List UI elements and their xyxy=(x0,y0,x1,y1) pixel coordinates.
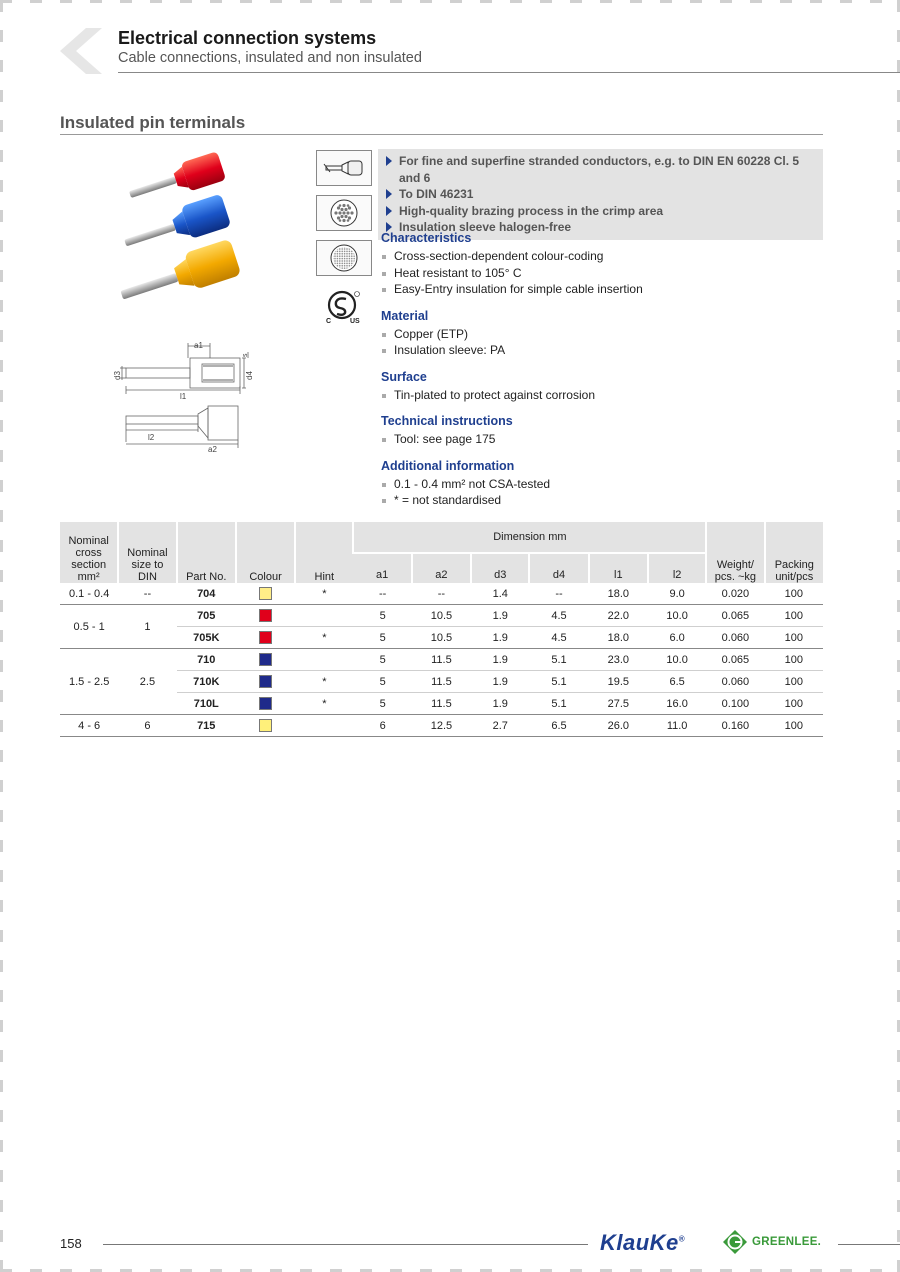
footer-divider xyxy=(103,1244,588,1245)
colour-swatch xyxy=(259,719,272,732)
greenlee-logo xyxy=(722,1229,821,1255)
drawing-label-l1: l1 xyxy=(180,392,187,401)
pin-terminal-icon xyxy=(316,150,372,186)
part-number-cell: 710L xyxy=(177,693,236,715)
weight-cell: 0.020 xyxy=(706,583,764,605)
packing-cell: 100 xyxy=(765,649,823,671)
colour-swatch xyxy=(259,675,272,688)
header-hint: Hint xyxy=(295,522,353,583)
l1-cell: 18.0 xyxy=(589,627,648,649)
triangle-right-icon xyxy=(386,206,392,216)
svg-text:C: C xyxy=(326,318,332,325)
greenlee-mark: . xyxy=(817,1236,822,1248)
l2-cell: 9.0 xyxy=(648,583,706,605)
d3-cell: 1.9 xyxy=(471,605,529,627)
weight-cell: 0.100 xyxy=(706,693,764,715)
colour-cell xyxy=(236,583,295,605)
hint-cell: * xyxy=(295,583,353,605)
d4-cell: 4.5 xyxy=(529,605,588,627)
hint-cell: * xyxy=(295,627,353,649)
d4-cell: -- xyxy=(529,583,588,605)
colour-cell xyxy=(236,605,295,627)
feature-item xyxy=(386,186,823,203)
packing-cell: 100 xyxy=(765,671,823,693)
table-row xyxy=(60,583,823,605)
weight-cell: 0.160 xyxy=(706,715,764,737)
technical-heading: Technical instructions xyxy=(381,414,513,428)
feature-item xyxy=(386,153,823,186)
specification-table xyxy=(60,522,823,737)
part-number-cell: 710 xyxy=(177,649,236,671)
cross-section-cell: 1.5 - 2.5 xyxy=(60,649,118,715)
header-weight: Weight/ pcs. ~kg xyxy=(706,522,764,583)
hint-cell: * xyxy=(295,693,353,715)
list-item: Heat resistant to 105° C xyxy=(381,265,821,282)
part-number-cell: 705K xyxy=(177,627,236,649)
l1-cell: 18.0 xyxy=(589,583,648,605)
d4-cell: 5.1 xyxy=(529,649,588,671)
list-item: Easy-Entry insulation for simple cable insertion xyxy=(381,281,821,298)
header-l2: l2 xyxy=(648,553,706,583)
d4-cell: 4.5 xyxy=(529,627,588,649)
header-dimension: Dimension mm xyxy=(353,522,706,553)
colour-cell xyxy=(236,627,295,649)
a2-cell: 10.5 xyxy=(412,605,471,627)
l2-cell: 11.0 xyxy=(648,715,706,737)
nominal-size-cell: -- xyxy=(118,583,176,605)
d3-cell: 1.9 xyxy=(471,671,529,693)
klauke-logo xyxy=(600,1230,685,1256)
feature-text: High-quality brazing process in the crimp area xyxy=(399,203,664,218)
list-item: Copper (ETP) xyxy=(381,326,821,343)
header-nominal-size: Nominal size to DIN xyxy=(118,522,176,583)
packing-cell: 100 xyxy=(765,715,823,737)
l2-cell: 10.0 xyxy=(648,649,706,671)
header-l1: l1 xyxy=(589,553,648,583)
nominal-size-cell: 2.5 xyxy=(118,649,176,715)
feature-item xyxy=(386,203,823,220)
greenlee-diamond-icon xyxy=(722,1229,748,1255)
d4-cell: 5.1 xyxy=(529,671,588,693)
colour-cell xyxy=(236,671,295,693)
nominal-size-cell: 1 xyxy=(118,605,176,649)
hint-cell xyxy=(295,605,353,627)
header-part-no: Part No. xyxy=(177,522,236,583)
characteristics-heading: Characteristics xyxy=(381,231,472,245)
list-item: * = not standardised xyxy=(381,492,821,509)
svg-text:US: US xyxy=(350,318,360,325)
material-list xyxy=(381,326,821,359)
colour-swatch xyxy=(259,631,272,644)
l2-cell: 16.0 xyxy=(648,693,706,715)
l1-cell: 23.0 xyxy=(589,649,648,671)
feature-text: To DIN 46231 xyxy=(399,187,474,201)
a1-cell: 5 xyxy=(353,627,411,649)
colour-swatch xyxy=(259,587,272,600)
header-divider xyxy=(118,72,900,73)
technical-list xyxy=(381,431,821,448)
a2-cell: 11.5 xyxy=(412,671,471,693)
product-photo xyxy=(120,150,260,300)
a2-cell: -- xyxy=(412,583,471,605)
part-number-cell: 705 xyxy=(177,605,236,627)
drawing-label-l2: l2 xyxy=(148,433,155,442)
footer-divider-right xyxy=(838,1244,900,1245)
cross-section-cell: 0.1 - 0.4 xyxy=(60,583,118,605)
header-cross-section: Nominal cross section mm² xyxy=(60,522,118,583)
a2-cell: 11.5 xyxy=(412,693,471,715)
a1-cell: 5 xyxy=(353,605,411,627)
d3-cell: 1.9 xyxy=(471,649,529,671)
cross-section-cell: 0.5 - 1 xyxy=(60,605,118,649)
l1-cell: 19.5 xyxy=(589,671,648,693)
chevron-left-icon xyxy=(58,28,102,74)
a1-cell: 5 xyxy=(353,693,411,715)
triangle-right-icon xyxy=(386,156,392,166)
part-number-cell: 704 xyxy=(177,583,236,605)
packing-cell: 100 xyxy=(765,693,823,715)
l1-cell: 26.0 xyxy=(589,715,648,737)
a1-cell: 6 xyxy=(353,715,411,737)
product-info xyxy=(381,230,821,519)
header-a2: a2 xyxy=(412,553,471,583)
csa-certification-icon xyxy=(324,289,364,325)
a1-cell: -- xyxy=(353,583,411,605)
part-number-cell: 715 xyxy=(177,715,236,737)
d4-cell: 5.1 xyxy=(529,693,588,715)
packing-cell: 100 xyxy=(765,605,823,627)
colour-swatch xyxy=(259,697,272,710)
drawing-label-d4: d4 xyxy=(245,371,254,380)
list-item: Tin-plated to protect against corrosion xyxy=(381,387,821,404)
a2-cell: 11.5 xyxy=(412,649,471,671)
hint-cell xyxy=(295,715,353,737)
feature-text: Insulation sleeve halogen-free xyxy=(399,220,572,234)
additional-list xyxy=(381,476,821,509)
d3-cell: 1.4 xyxy=(471,583,529,605)
l1-cell: 22.0 xyxy=(589,605,648,627)
nominal-size-cell: 6 xyxy=(118,715,176,737)
page-subtitle: Cable connections, insulated and non insulated xyxy=(118,50,422,66)
l2-cell: 6.5 xyxy=(648,671,706,693)
list-item: 0.1 - 0.4 mm² not CSA-tested xyxy=(381,476,821,493)
table-row xyxy=(60,715,823,737)
l2-cell: 6.0 xyxy=(648,627,706,649)
additional-heading: Additional information xyxy=(381,458,515,473)
page-number: 158 xyxy=(60,1236,82,1251)
feature-text: For fine and superfine stranded conductors, e.g. to DIN EN 60228 Cl. 5 and 6 xyxy=(399,154,800,185)
l1-cell: 27.5 xyxy=(589,693,648,715)
table-row xyxy=(60,605,823,627)
drawing-label-a1: a1 xyxy=(194,341,203,350)
cross-section-cell: 4 - 6 xyxy=(60,715,118,737)
drawing-label-s: s xyxy=(242,353,249,357)
technical-drawing xyxy=(108,338,268,458)
header-a1: a1 xyxy=(353,553,411,583)
a2-cell: 12.5 xyxy=(412,715,471,737)
a2-cell: 10.5 xyxy=(412,627,471,649)
colour-swatch xyxy=(259,653,272,666)
page-border-left xyxy=(0,0,3,1272)
page-border-top xyxy=(0,0,900,3)
icon-column xyxy=(316,150,372,330)
registered-mark: ® xyxy=(678,1234,686,1244)
section-title: Insulated pin terminals xyxy=(60,113,246,132)
feature-list xyxy=(378,149,823,240)
fine-strand-conductor-icon xyxy=(316,195,372,231)
drawing-label-d3: d3 xyxy=(113,371,122,380)
colour-cell xyxy=(236,649,295,671)
a1-cell: 5 xyxy=(353,649,411,671)
weight-cell: 0.065 xyxy=(706,605,764,627)
hint-cell xyxy=(295,649,353,671)
weight-cell: 0.060 xyxy=(706,627,764,649)
d3-cell: 1.9 xyxy=(471,627,529,649)
surface-list xyxy=(381,387,821,404)
header-d3: d3 xyxy=(471,553,529,583)
weight-cell: 0.060 xyxy=(706,671,764,693)
header-d4: d4 xyxy=(529,553,588,583)
triangle-right-icon xyxy=(386,189,392,199)
d3-cell: 2.7 xyxy=(471,715,529,737)
d4-cell: 6.5 xyxy=(529,715,588,737)
l2-cell: 10.0 xyxy=(648,605,706,627)
colour-cell xyxy=(236,693,295,715)
greenlee-wordmark: GREENLEE xyxy=(752,1236,818,1248)
section-divider xyxy=(60,134,823,135)
superfine-strand-conductor-icon xyxy=(316,240,372,276)
d3-cell: 1.9 xyxy=(471,693,529,715)
page-title: Electrical connection systems xyxy=(118,28,377,48)
packing-cell: 100 xyxy=(765,583,823,605)
colour-cell xyxy=(236,715,295,737)
a1-cell: 5 xyxy=(353,671,411,693)
packing-cell: 100 xyxy=(765,627,823,649)
surface-heading: Surface xyxy=(381,369,427,384)
characteristics-list xyxy=(381,248,821,298)
colour-swatch xyxy=(259,609,272,622)
header-packing: Packing unit/pcs xyxy=(765,522,823,583)
weight-cell: 0.065 xyxy=(706,649,764,671)
header-colour: Colour xyxy=(236,522,295,583)
drawing-label-a2: a2 xyxy=(208,445,217,454)
table-row xyxy=(60,649,823,671)
hint-cell: * xyxy=(295,671,353,693)
part-number-cell: 710K xyxy=(177,671,236,693)
klauke-wordmark: KlauKe xyxy=(600,1230,679,1255)
material-heading: Material xyxy=(381,308,429,323)
list-item: Tool: see page 175 xyxy=(381,431,821,448)
list-item: Cross-section-dependent colour-coding xyxy=(381,248,821,265)
list-item: Insulation sleeve: PA xyxy=(381,342,821,359)
